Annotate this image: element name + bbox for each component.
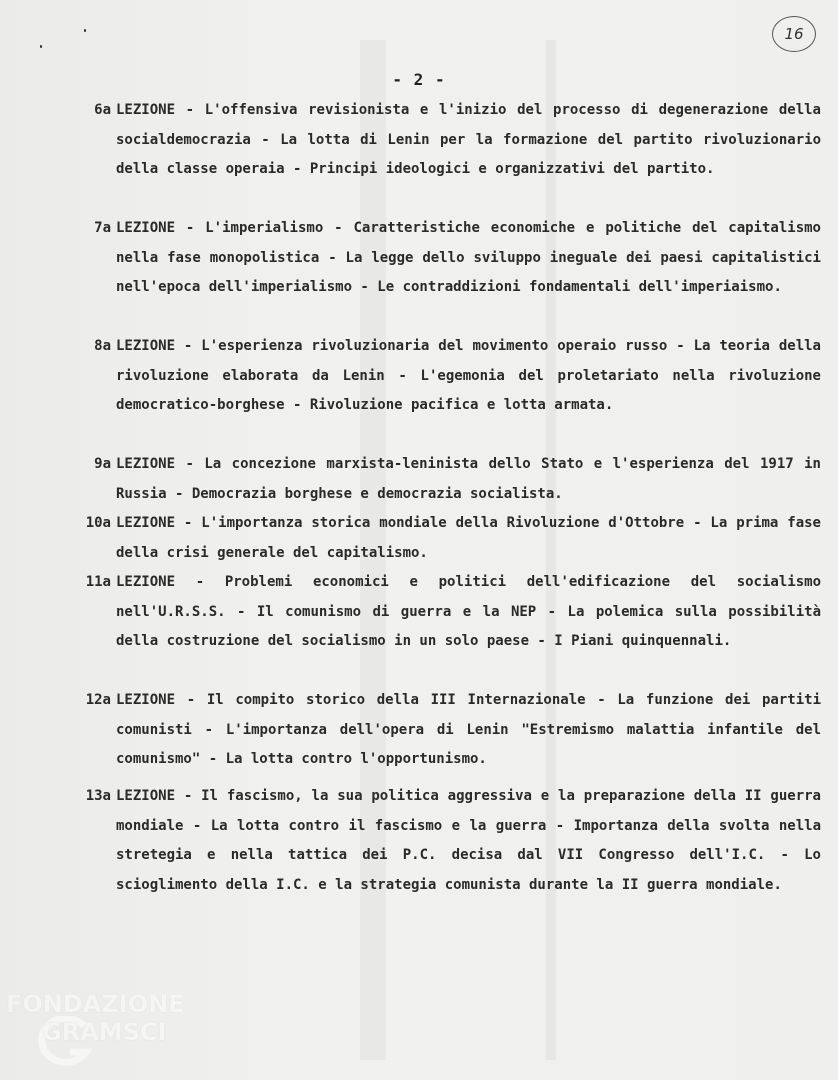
lesson-text [116, 214, 821, 303]
ink-speck [40, 45, 42, 48]
lesson-heading: LEZIONE [116, 456, 176, 472]
lesson-text [116, 568, 821, 657]
lesson-description: - L'offensiva revisionista e l'inizio del processo di degenerazione della socialdemocrazia - La lotta di Lenin per la formazione del partito rivoluzionario della classe operaia - Principi ideologici e organizzativi del partito. [116, 102, 821, 177]
lesson-description: - L'esperienza rivoluzionaria del movimento operaio russo - La teoria della rivoluzione elaborata da Lenin - L'egemonia del proletariato nella rivoluzione democratico-borghese - Rivoluzione pacifica e lotta armata. [116, 338, 821, 413]
fondazione-gramsci-watermark [6, 990, 216, 1070]
page-number: - 2 - [392, 70, 446, 89]
archive-number-mark: 16 [772, 16, 816, 52]
lesson-description: - Il compito storico della III Internazionale - La funzione dei partiti comunisti - L'importanza dell'opera di Lenin "Estremismo malattia infantile del comunismo" - La lotta contro l'opportunismo. [116, 692, 821, 767]
lesson-number: 7a [94, 220, 111, 236]
lesson-number: 8a [94, 338, 111, 354]
lesson-heading: LEZIONE [116, 788, 176, 804]
lesson-heading: LEZIONE [116, 692, 176, 708]
lesson-description: - La concezione marxista-leninista dello Stato e l'esperienza del 1917 in Russia - Democrazia borghese e democrazia socialista. [116, 456, 821, 502]
lesson-number: 11a [85, 574, 111, 590]
lesson-text [116, 96, 821, 185]
lesson-number: 10a [85, 515, 111, 531]
watermark-line-2: GRAMSCI [42, 1018, 167, 1046]
lesson-heading: LEZIONE [116, 515, 176, 531]
lesson-item [0, 686, 838, 782]
lesson-text [116, 782, 821, 900]
lesson-text [116, 332, 821, 421]
lesson-description: - L'importanza storica mondiale della Rivoluzione d'Ottobre - La prima fase della crisi generale del capitalismo. [116, 515, 821, 561]
lesson-item [0, 568, 838, 686]
watermark-line-1: FONDAZIONE [6, 990, 185, 1018]
lesson-text [116, 686, 821, 775]
lesson-heading: LEZIONE [116, 338, 176, 354]
lesson-heading: LEZIONE [116, 220, 176, 236]
lesson-text [116, 450, 821, 509]
lesson-number: 9a [94, 456, 111, 472]
lesson-item [0, 450, 838, 509]
lesson-text [116, 509, 821, 568]
lesson-item [0, 782, 838, 922]
lesson-list [0, 96, 838, 922]
lesson-item [0, 332, 838, 450]
ink-speck [84, 29, 86, 32]
lesson-item [0, 214, 838, 332]
lesson-heading: LEZIONE [116, 574, 176, 590]
lesson-heading: LEZIONE [116, 102, 176, 118]
lesson-description: - Il fascismo, la sua politica aggressiva e la preparazione della II guerra mondiale - La lotta contro il fascismo e la guerra - Importanza della svolta nella stretegia e nella tattica dei P.C. decisa dal VII Congresso dell'I.C. - Lo scioglimento della I.C. e la strategia comunista durante la II guerra mondiale. [116, 788, 821, 893]
lesson-number: 13a [85, 788, 111, 804]
lesson-number: 6a [94, 102, 111, 118]
lesson-item [0, 509, 838, 568]
lesson-description: - Problemi economici e politici dell'edificazione del socialismo nell'U.R.S.S. - Il comunismo di guerra e la NEP - La polemica sulla possibilità della costruzione del socialismo in un solo paese - I Piani quinquennali. [116, 574, 821, 649]
lesson-description: - L'imperialismo - Caratteristiche economiche e politiche del capitalismo nella fase monopolistica - La legge dello sviluppo ineguale dei paesi capitalistici nell'epoca dell'imperialismo - Le contraddizioni fondamentali dell'imperiaismo. [116, 220, 821, 295]
lesson-item [0, 96, 838, 214]
lesson-number: 12a [85, 692, 111, 708]
